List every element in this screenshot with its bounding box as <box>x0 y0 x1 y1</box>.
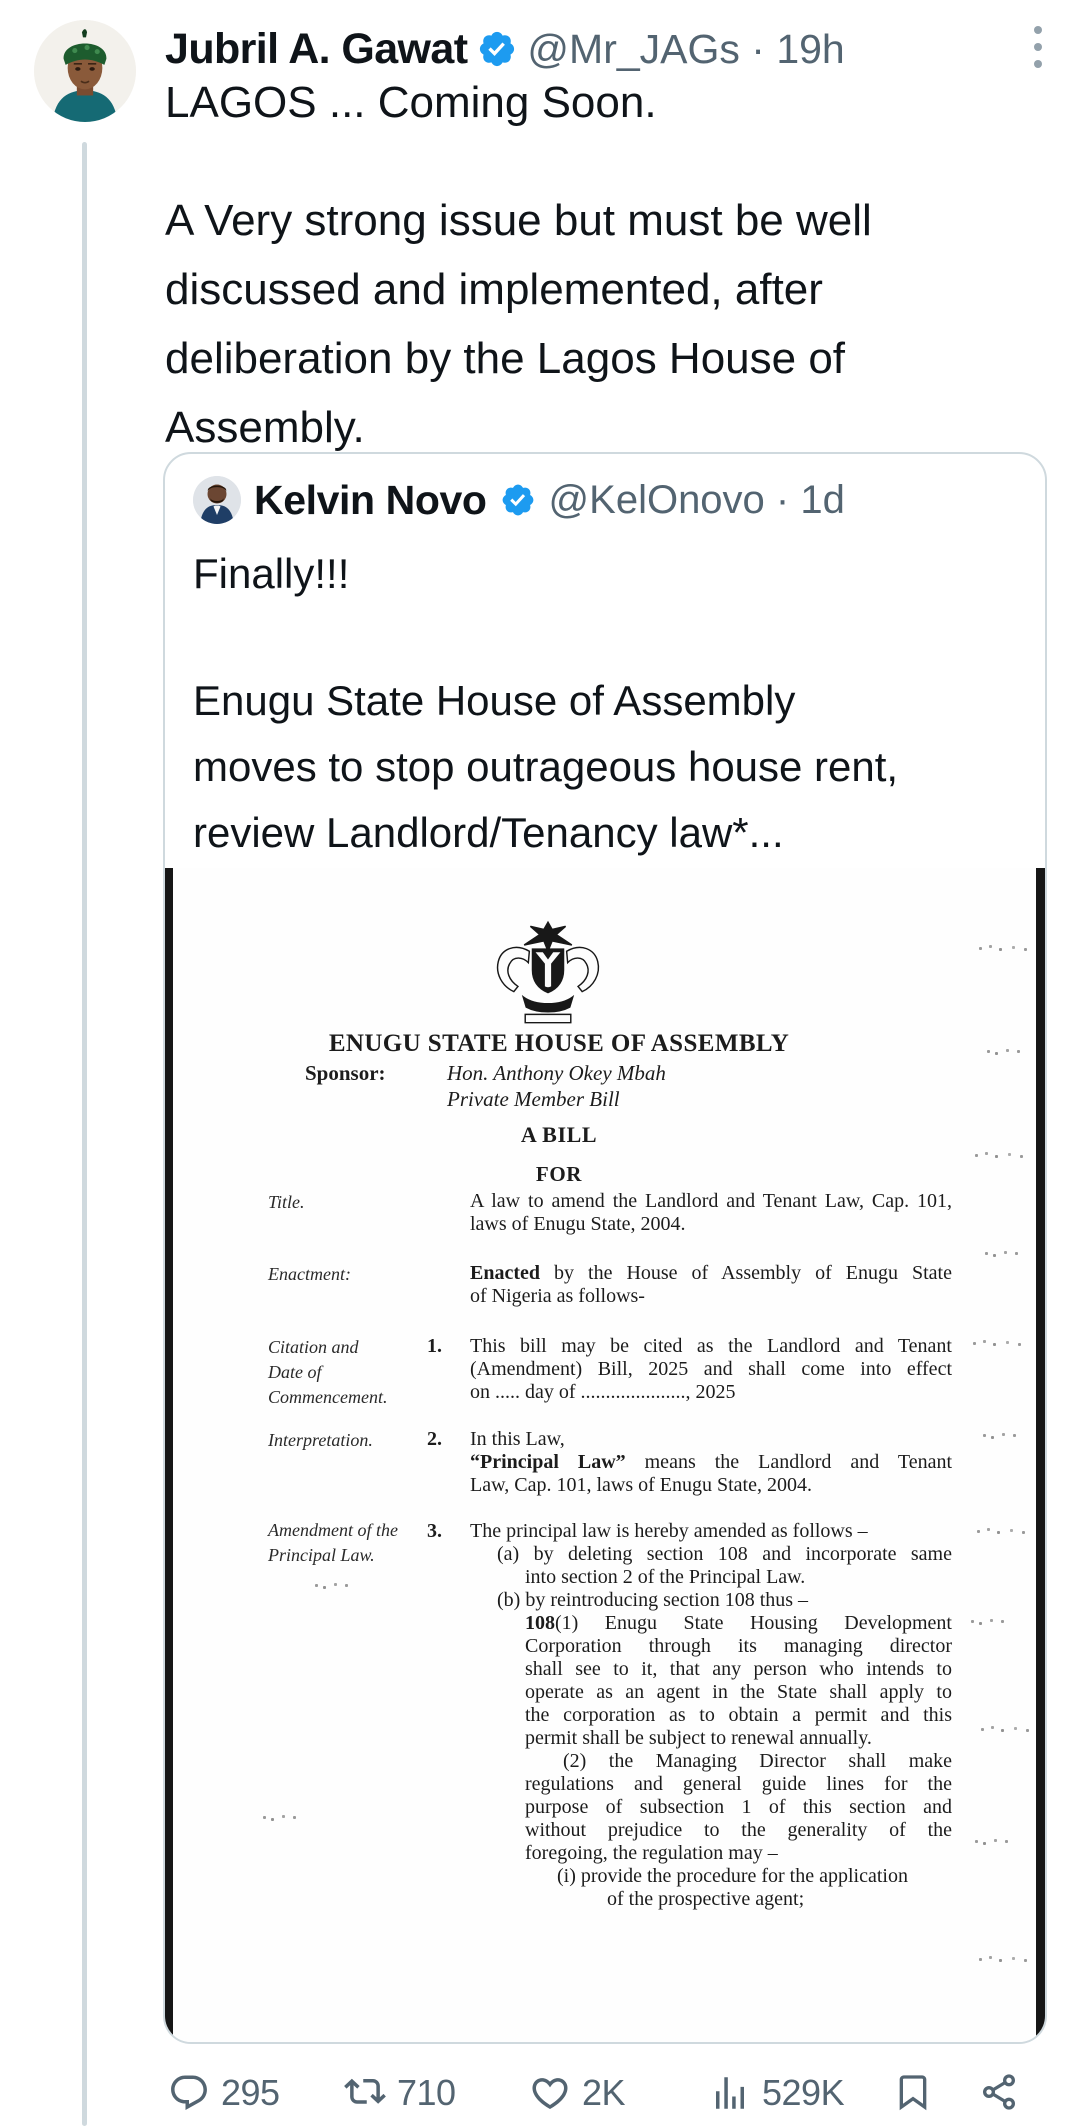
doc-amendment-line: without prejudice to the generality of the <box>525 1819 952 1841</box>
quoted-text-line: review Landlord/Tenancy law*... <box>193 809 784 856</box>
doc-interpretation-line: In this Law, <box>470 1428 565 1450</box>
scan-noise <box>979 1958 982 1961</box>
quoted-text-body <box>193 668 898 866</box>
doc-for: FOR <box>535 1162 583 1186</box>
like-icon <box>529 2072 571 2114</box>
doc-amendment-line: (2) the Managing Director shall make <box>563 1750 952 1772</box>
doc-citation-line: This bill may be cited as the Landlord and Tenant <box>470 1335 952 1357</box>
quoted-tweet-card[interactable] <box>163 452 1047 2044</box>
repost-count: 710 <box>397 2072 456 2113</box>
doc-section-number: 3. <box>427 1520 442 1542</box>
scan-noise <box>971 1620 974 1623</box>
doc-interpretation-label: Interpretation. <box>268 1430 373 1450</box>
like-count: 2K <box>582 2072 626 2113</box>
share-button[interactable] <box>979 2072 1019 2112</box>
scan-noise <box>985 1252 988 1255</box>
tweet-text-line: A Very strong issue but must be well <box>165 196 872 245</box>
doc-title-line: A law to amend the Landlord and Tenant Law, Cap. 101, <box>470 1190 952 1212</box>
quoted-author-handle-time[interactable]: @KelOnovo · 1d <box>548 477 845 522</box>
tweet-text-line: discussed and implemented, after <box>165 265 823 314</box>
scan-noise <box>975 1154 978 1157</box>
repost-button[interactable] <box>344 2072 456 2114</box>
tweet-text-body <box>165 186 872 462</box>
reply-count: 295 <box>221 2072 280 2113</box>
coat-of-arms <box>475 916 621 1032</box>
verified-badge-icon <box>500 482 536 518</box>
quoted-avatar-illustration <box>193 476 241 524</box>
tweet-text-line: Assembly. <box>165 403 365 452</box>
scan-noise <box>979 947 982 950</box>
doc-amendment-line: the corporation as to obtain a permit and this <box>525 1704 952 1726</box>
avatar-illustration <box>34 20 136 122</box>
doc-citation-label: Date of <box>268 1362 322 1382</box>
author-name[interactable]: Jubril A. Gawat <box>165 24 468 73</box>
scan-noise <box>987 1050 990 1053</box>
quoted-text-line: Enugu State House of Assembly <box>193 677 796 724</box>
quoted-author-avatar[interactable] <box>193 476 241 524</box>
doc-amendment-line: (a) by deleting section 108 and incorporate same <box>497 1543 952 1565</box>
doc-amendment-line: shall see to it, that any person who intends to <box>525 1658 952 1680</box>
thread-connector-line <box>82 142 87 2126</box>
scan-noise <box>975 1840 978 1843</box>
share-icon <box>979 2072 1019 2112</box>
doc-amendment-line: 108(1) Enugu State Housing Development <box>525 1612 952 1634</box>
verified-badge-icon <box>477 29 517 69</box>
tweet-text-line1: LAGOS ... Coming Soon. <box>165 78 657 127</box>
views-count: 529K <box>762 2072 845 2113</box>
scan-noise <box>263 1816 266 1819</box>
doc-citation-label: Commencement. <box>268 1387 388 1407</box>
scan-noise <box>973 1342 976 1345</box>
more-icon[interactable] <box>1018 24 1058 70</box>
doc-title-label: Title. <box>268 1192 305 1212</box>
doc-citation-label: Citation and <box>268 1337 359 1357</box>
tweet-text-line: deliberation by the Lagos House of <box>165 334 846 383</box>
scan-noise <box>977 1530 980 1533</box>
repost-icon <box>344 2072 386 2114</box>
doc-sponsor-label: Sponsor: <box>305 1061 386 1085</box>
doc-enactment-line: Enacted by the House of Assembly of Enugu State <box>470 1262 952 1284</box>
doc-enactment-line: of Nigeria as follows- <box>470 1285 645 1307</box>
doc-interpretation-line: Law, Cap. 101, laws of Enugu State, 2004. <box>470 1474 812 1496</box>
scan-noise <box>315 1584 318 1587</box>
doc-citation-line: (Amendment) Bill, 2025 and shall come into effect <box>470 1358 952 1380</box>
author-name-row <box>165 22 845 76</box>
more-dot <box>1034 26 1042 34</box>
author-avatar[interactable] <box>34 20 136 122</box>
doc-amendment-line: Corporation through its managing director <box>525 1635 952 1657</box>
views-button[interactable] <box>709 2072 844 2114</box>
scan-right-edge <box>1036 868 1045 2044</box>
author-handle-time[interactable]: @Mr_JAGs · 19h <box>527 25 845 72</box>
like-button[interactable] <box>529 2072 625 2114</box>
more-dot <box>1034 43 1042 51</box>
doc-amendment-line: regulations and general guide lines for the <box>525 1773 952 1795</box>
doc-section-number: 2. <box>427 1428 442 1450</box>
bookmark-icon <box>893 2072 933 2112</box>
scan-left-edge <box>165 868 173 2044</box>
doc-amendment-line: into section 2 of the Principal Law. <box>525 1566 806 1588</box>
doc-amendment-line: (i) provide the procedure for the application <box>557 1865 908 1887</box>
quoted-text-line: moves to stop outrageous house rent, <box>193 743 899 790</box>
document-scan-image[interactable] <box>165 868 1045 2044</box>
more-dot <box>1034 60 1042 68</box>
doc-amendment-label: Amendment of the <box>268 1520 398 1540</box>
doc-citation-line: on ..... day of ....................., 2025 <box>470 1381 736 1403</box>
doc-sponsor-name: Hon. Anthony Okey Mbah <box>447 1061 666 1085</box>
doc-sponsor-type: Private Member Bill <box>447 1087 620 1111</box>
doc-interpretation-line: “Principal Law” means the Landlord and Tenant <box>470 1451 953 1473</box>
doc-section-number: 1. <box>427 1335 442 1357</box>
doc-a-bill: A BILL <box>520 1122 598 1147</box>
doc-title-line: laws of Enugu State, 2004. <box>470 1213 686 1235</box>
reply-button[interactable] <box>168 2072 280 2114</box>
doc-amendment-line: operate as an agent in the State shall apply to <box>525 1681 952 1703</box>
doc-amendment-line: The principal law is hereby amended as follows – <box>470 1520 868 1542</box>
doc-amendment-line: purpose of subsection 1 of this section and <box>525 1796 952 1818</box>
quoted-text-line1: Finally!!! <box>193 550 350 597</box>
reply-icon <box>168 2072 210 2114</box>
doc-amendment-line: of the prospective agent; <box>607 1888 805 1910</box>
doc-amendment-line: permit shall be subject to renewal annually. <box>525 1727 872 1749</box>
doc-enactment-label: Enactment: <box>268 1264 351 1284</box>
doc-amendment-line: (b) by reintroducing section 108 thus – <box>497 1589 809 1611</box>
doc-heading: ENUGU STATE HOUSE OF ASSEMBLY <box>328 1030 790 1057</box>
quoted-author-row <box>193 476 845 524</box>
doc-amendment-label: Principal Law. <box>268 1545 375 1565</box>
quoted-author-name[interactable]: Kelvin Novo <box>254 476 487 523</box>
views-icon <box>709 2072 751 2114</box>
scan-noise <box>981 1728 984 1731</box>
bookmark-button[interactable] <box>893 2072 933 2112</box>
doc-amendment-line: foregoing, the regulation may – <box>525 1842 778 1864</box>
scan-noise <box>983 1434 986 1437</box>
